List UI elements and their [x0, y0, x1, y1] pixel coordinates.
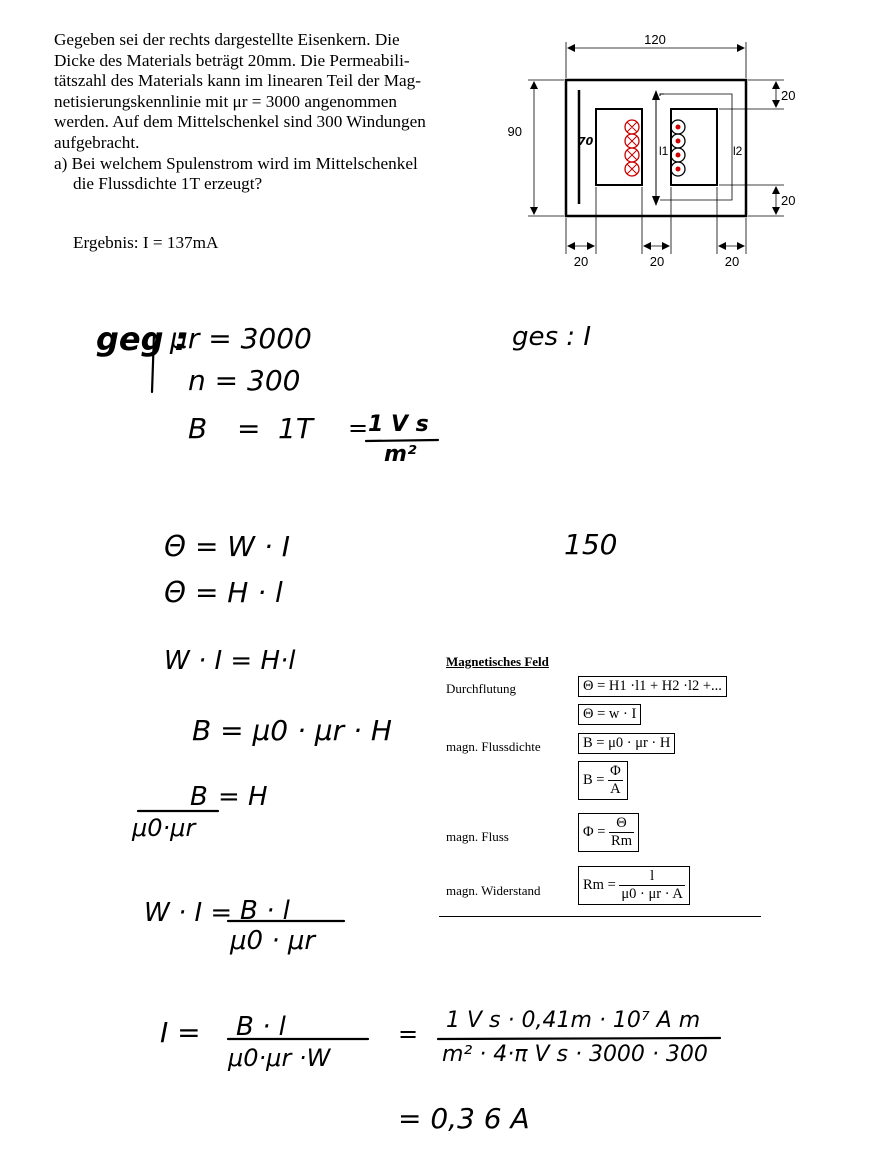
formula-table-rule: [439, 916, 761, 917]
formula-box: [578, 866, 690, 905]
problem-line: Dicke des Materials beträgt 20mm. Die Permeabili-: [54, 50, 410, 70]
dim-120: 120: [644, 32, 666, 47]
given-b-unit-num: 1 V s: [368, 412, 429, 437]
formula-label: magn. Flussdichte: [446, 739, 541, 754]
formula-table-title: Magnetisches Feld: [446, 654, 549, 669]
formula-num: Φ: [610, 763, 621, 779]
dim-20-bottom-middle: 20: [649, 254, 665, 269]
eq-theta-wi: Θ = W · I: [164, 530, 290, 563]
formula-box: B = μ0 · μr · H: [578, 733, 675, 754]
problem-line: aufgebracht.: [54, 132, 140, 152]
eq-theta-hl: Θ = H · l: [164, 576, 283, 609]
formula-box: [578, 813, 639, 852]
question-a: [54, 154, 494, 175]
result-line: Ergebnis: I = 137mA: [73, 233, 219, 252]
given-b-value: 1T: [278, 412, 313, 445]
problem-line: tätszahl des Materials kann im linearen Teil der Mag-: [54, 71, 421, 91]
given-b-eq: =: [237, 412, 261, 445]
problem-line: netisierungskennlinie mit μr = 3000 angenommen: [54, 91, 398, 111]
dim-20-right-bottom: 20: [781, 193, 796, 208]
dim-20-right-top: 20: [781, 88, 796, 103]
formula-lhs: B =: [583, 771, 605, 788]
eq-wi-num: B · l: [240, 896, 290, 926]
annotation-70: 70: [578, 135, 594, 148]
sought-label: ges : I: [512, 322, 592, 352]
formula-den: A: [610, 781, 621, 797]
eq-i-num: B · l: [236, 1012, 286, 1042]
formula-label: Durchflutung: [446, 681, 517, 696]
label-l1: l1: [659, 144, 669, 158]
eq-i-den2: m² · 4·π V s · 3000 · 300: [442, 1042, 708, 1067]
arrow-up-icon: [652, 90, 660, 100]
question-a-label: a): [54, 153, 68, 173]
formula-num: Θ: [609, 815, 634, 833]
given-n: n = 300: [188, 364, 301, 397]
formula-num: l: [619, 868, 684, 886]
arrow-down-icon: [652, 196, 660, 206]
formula-label: magn. Widerstand: [446, 883, 541, 898]
iron-core-diagram: [500, 28, 820, 278]
formula-label: magn. Fluss: [446, 829, 509, 844]
formula-den: μ0 · μr · A: [621, 886, 683, 902]
dim-90: 90: [507, 124, 522, 139]
eq-i-eq: =: [398, 1020, 419, 1048]
question-a-text: Bei welchem Spulenstrom wird im Mittelschenkel: [71, 153, 418, 173]
dim-20-bottom-right: 20: [724, 254, 740, 269]
question-a-text: die Flussdichte 1T erzeugt?: [73, 174, 263, 194]
formula-den: Rm: [611, 833, 632, 849]
formula-lhs: Rm =: [583, 876, 616, 893]
problem-line: werden. Auf dem Mittelschenkel sind 300 Windungen: [54, 112, 426, 132]
eq-i-lhs: I =: [160, 1016, 201, 1049]
eq-bh-rhs: = H: [218, 782, 268, 812]
eq-wi-den: μ0 · μr: [230, 926, 316, 956]
given-label: geg :: [96, 320, 188, 358]
formula-box: Θ = w · I: [578, 704, 641, 725]
formula-box: Θ = H1 ·l1 + H2 ·l2 +...: [578, 676, 727, 697]
given-mu-r: μr = 3000: [170, 322, 312, 355]
given-b-eq2: =: [348, 414, 369, 442]
dim-20-bottom-left: 20: [573, 254, 589, 269]
problem-statement: [54, 30, 494, 195]
coil-cross-icon: [625, 120, 639, 176]
eq-wi-lhs: W · I =: [144, 898, 233, 928]
final-result: = 0,3 6 A: [398, 1102, 530, 1135]
eq-b-mu-h: B = μ0 · μr · H: [192, 714, 392, 747]
eq-i-den: μ0·μr ·W: [228, 1044, 331, 1072]
given-b-unit-den: m²: [384, 442, 417, 467]
formula-lhs: Φ =: [583, 823, 606, 840]
formula-box: [578, 761, 628, 800]
coil-dot-icon: [671, 120, 685, 176]
eq-bh-den: μ0·μr: [132, 814, 196, 842]
given-b-label: B: [188, 412, 208, 445]
margin-note: 150: [564, 528, 618, 561]
eq-bh-num: B: [190, 782, 208, 812]
problem-line: Gegeben sei der rechts dargestellte Eisenkern. Die: [54, 30, 400, 49]
eq-i-num2: 1 V s · 0,41m · 10⁷ A m: [446, 1008, 701, 1033]
eq-wi-hl: W · I = H·l: [164, 646, 296, 676]
label-l2: l2: [733, 144, 743, 158]
